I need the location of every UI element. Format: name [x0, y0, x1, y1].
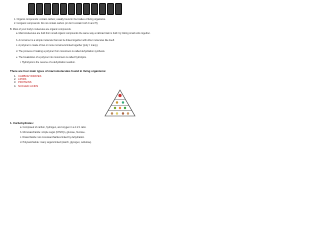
section-b-line-4: c. A polymer is made of two or more monomers linked together (poly = many).: [16, 44, 99, 47]
section-a-line-2: 2. Inorganic compounds: Do not contain carbon (or don't contain both C and H).: [14, 22, 99, 25]
carbs-line-4: d. Polysaccharide: many sugars linked (starch, glycogen, cellulose).: [20, 141, 92, 144]
carbs-heading: 1. Carbohydrates:: [10, 121, 34, 125]
section-b-line-6: e. The breakdown of a polymer into monomers is called hydrolysis.: [16, 56, 87, 59]
section-b-line-5: d. The process of making a polymer from monomers is called dehydration synthesis.: [16, 50, 106, 53]
carbs-line-1: a. Composed of carbon, hydrogen, and oxygen in a 1:2:1 ratio.: [20, 126, 87, 129]
list-item: 1. CARBOHYDRATES: [14, 75, 42, 78]
section-b-line-2: a. Macromolecules are built from small organic compounds the same way a railroad train is built: by linking small units together.: [16, 32, 151, 35]
list-item: 4. NUCLEIC ACIDS: [14, 84, 39, 88]
document-page: [0, 0, 149, 198]
carbs-line-2: b. Monosaccharide: simple sugar (CH2O)n, glucose, fructose.: [20, 131, 86, 134]
food-pyramid-figure: [104, 89, 136, 117]
list-item: 2. LIPIDS: [14, 78, 27, 82]
section-b-line-1: B. Most of your body's molecules are organic compounds.: [10, 28, 72, 31]
macromolecule-list: [14, 75, 41, 88]
carbs-line-3: c. Disaccharide: two monosaccharides linked by dehydration.: [20, 136, 85, 139]
section-b-line-7: i. Hydrolysis is the reverse of a dehydration reaction.: [20, 61, 76, 64]
intro-text: There are four main types of macromolecules found in living organisms:: [10, 69, 107, 73]
section-b-line-3: b. A monomer is a simple molecule that can be linked together with other molecules like itself.: [16, 39, 115, 42]
wordart-title: [28, 3, 122, 15]
section-a-line-1: 1. Organic compounds: contain carbon; usually found in the bodies of living organisms.: [14, 18, 106, 21]
list-item: 3. PROTEINS: [14, 81, 32, 85]
